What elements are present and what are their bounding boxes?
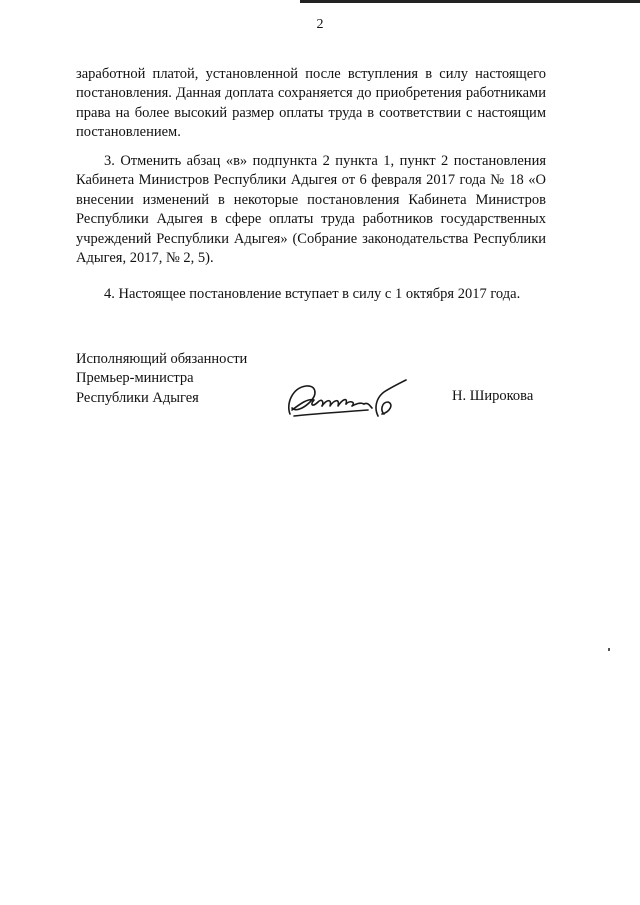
signatory-title	[76, 350, 247, 408]
signatory-title-line-3: Республики Адыгея	[76, 389, 199, 406]
signatory-title-line-2: Премьер-министра	[76, 370, 194, 387]
signatory-name: Н. Широкова	[452, 388, 534, 404]
paragraph-3: 3. Отменить абзац «в» подпункта 2 пункта 1, пункт 2 постановления Кабинета Министров Республики Адыгея от 6 февраля 2017 года № 18 «О внесении изменений в некоторые постановления Кабинета Министров Республики Адыгея в сфере оплаты труда работников государственных учреждений Республики Адыгея» (Собрание законодательства Республики Адыгея, 2017, № 2, 5).	[76, 153, 546, 267]
top-edge-line	[300, 0, 640, 3]
handwritten-signature	[282, 374, 412, 424]
paragraph-4: 4. Настоящее постановление вступает в силу с 1 октября 2017 года.	[104, 286, 521, 302]
page-number: 2	[316, 17, 324, 32]
paragraph-continuation: заработной платой, установленной после вступления в силу настоящего постановления. Данная доплата сохраняется до приобретения работниками права на более высокий размер оплаты труда в соответствии с настоящим постановлением.	[76, 66, 546, 141]
signatory-title-line-1: Исполняющий обязанности	[76, 351, 248, 367]
scan-speck	[608, 648, 610, 651]
